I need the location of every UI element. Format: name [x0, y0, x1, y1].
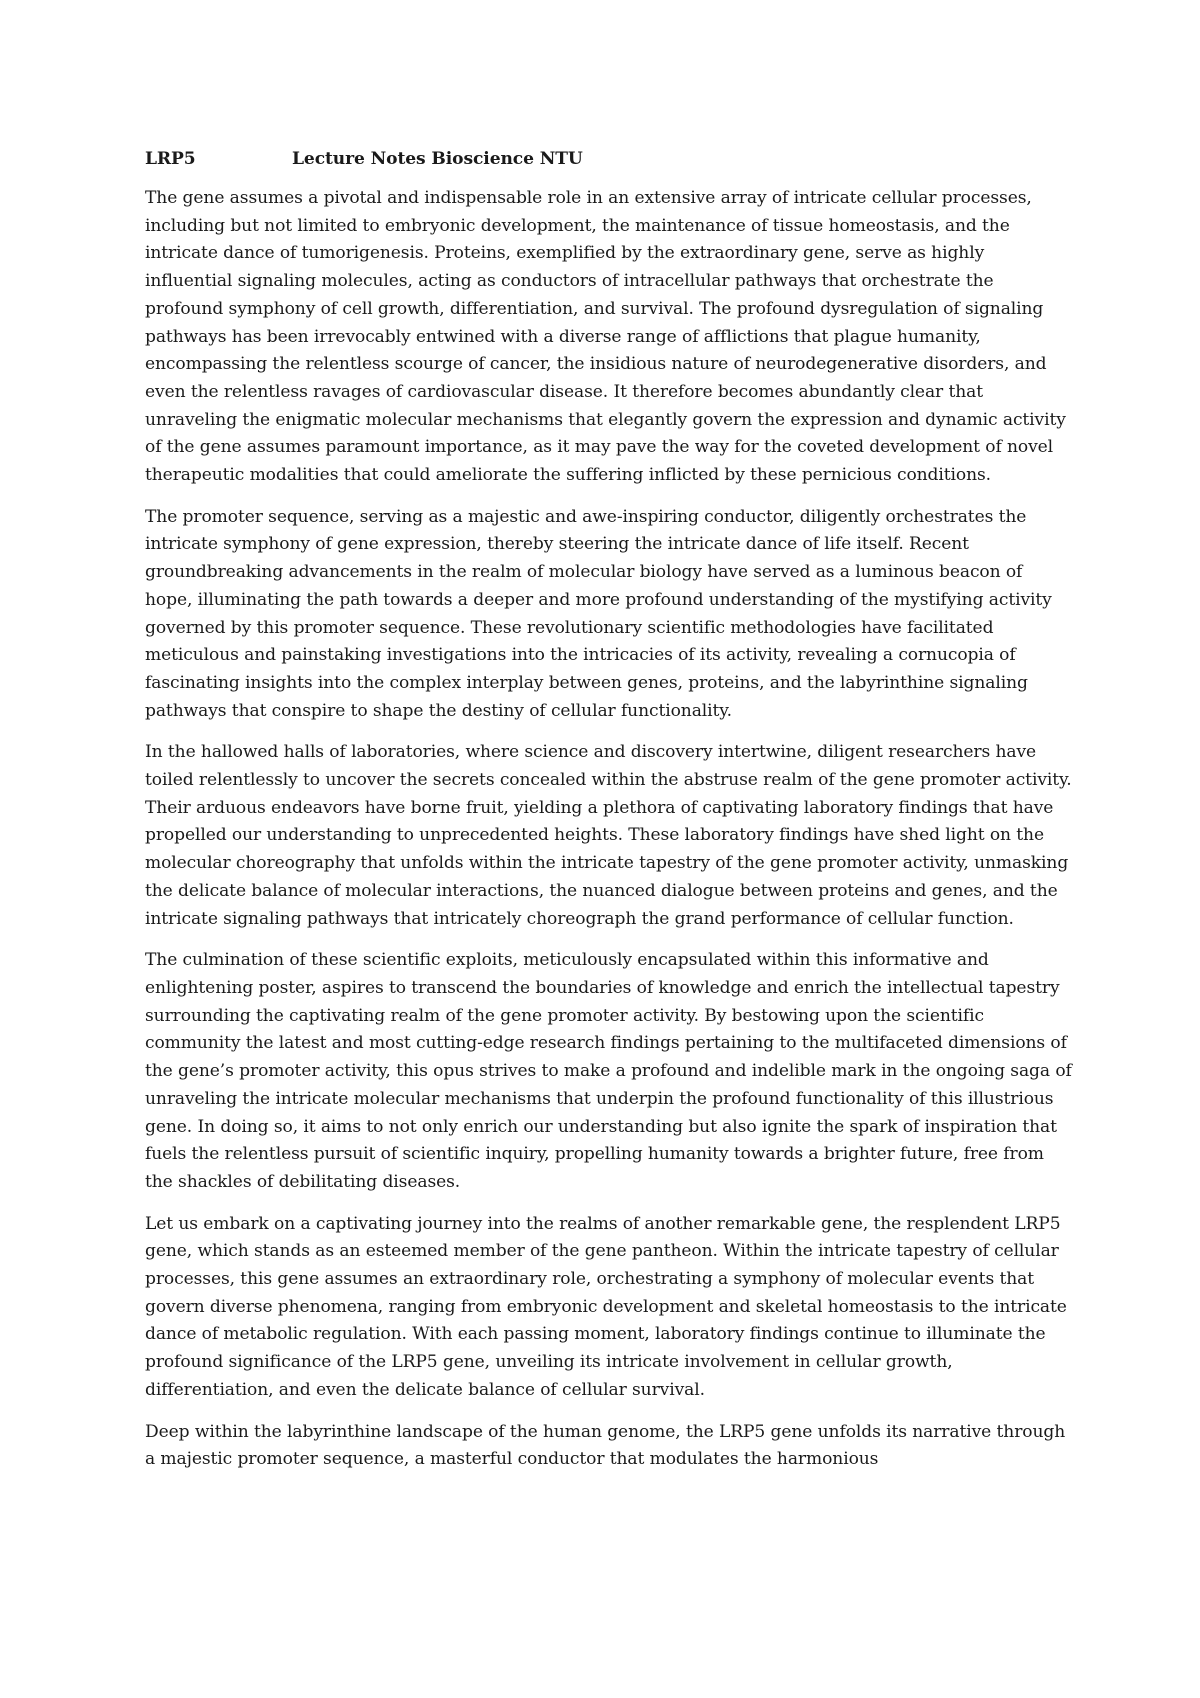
- paragraph-1: The gene assumes a pivotal and indispensable role in an extensive array of intricate cellular processes, including but not limited to embryonic development, the maintenance of tissue homeostasis, and the intricate dance of tumorigenesis. Proteins, exemplified by the extraordinary gene, serve as highly influential signaling molecules, acting as conductors of intracellular pathways that orchestrate the profound symphony of cell growth, differentiation, and survival. The profound dysregulation of signaling pathways has been irrevocably entwined with a diverse range of afflictions that plague humanity, encompassing the relentless scourge of cancer, the insidious nature of neurodegenerative disorders, and even the relentless ravages of cardiovascular disease. It therefore becomes abundantly clear that unraveling the enigmatic molecular mechanisms that elegantly govern the expression and dynamic activity of the gene assumes paramount importance, as it may pave the way for the coveted development of novel therapeutic modalities that could ameliorate the suffering inflicted by these pernicious conditions.: [145, 188, 1066, 486]
- paragraph-3: In the hallowed halls of laboratories, where science and discovery intertwine, diligent researchers have toiled relentlessly to uncover the secrets concealed within the abstruse realm of the gene promoter activity. Their arduous endeavors have borne fruit, yielding a plethora of captivating laboratory findings that have propelled our understanding to unprecedented heights. These laboratory findings have shed light on the molecular choreography that unfolds within the intricate tapestry of the gene promoter activity, unmasking the delicate balance of molecular interactions, the nuanced dialogue between proteins and genes, and the intricate signaling pathways that intricately choreograph the grand performance of cellular function.: [145, 742, 1072, 929]
- paragraph-6: Deep within the labyrinthine landscape of the human genome, the LRP5 gene unfolds its narrative through a majestic promoter sequence, a masterful conductor that modulates the harmonious: [145, 1421, 1066, 1470]
- paragraph-4: The culmination of these scientific exploits, meticulously encapsulated within this informative and enlightening poster, aspires to transcend the boundaries of knowledge and enrich the intellectual tapestry surrounding the captivating realm of the gene promoter activity. By bestowing upon the scientific community the latest and most cutting-edge research findings pertaining to the multifaceted dimensions of the gene’s promoter activity, this opus strives to make a profound and indelible mark in the ongoing saga of unraveling the intricate molecular mechanisms that underpin the profound functionality of this illustrious gene. In doing so, it aims to not only enrich our understanding but also ignite the spark of inspiration that fuels the relentless pursuit of scientific inquiry, propelling humanity towards a brighter future, free from the shackles of debilitating diseases.: [145, 950, 1072, 1192]
- document-body: [145, 146, 1073, 1488]
- gene-code: LRP5: [145, 149, 196, 169]
- paragraph-2: The promoter sequence, serving as a majestic and awe-inspiring conductor, diligently orchestrates the intricate symphony of gene expression, thereby steering the intricate dance of life itself. Recent groundbreaking advancements in the realm of molecular biology have served as a luminous beacon of hope, illuminating the path towards a deeper and more profound understanding of the mystifying activity governed by this promoter sequence. These revolutionary scientific methodologies have facilitated meticulous and painstaking investigations into the intricacies of its activity, revealing a cornucopia of fascinating insights into the complex interplay between genes, proteins, and the labyrinthine signaling pathways that conspire to shape the destiny of cellular functionality.: [145, 506, 1052, 721]
- document-title: Lecture Notes Bioscience NTU: [292, 149, 583, 169]
- document-header: [145, 146, 1073, 173]
- paragraph-5: Let us embark on a captivating journey into the realms of another remarkable gene, the resplendent LRP5 gene, which stands as an esteemed member of the gene pantheon. Within the intricate tapestry of cellular processes, this gene assumes an extraordinary role, orchestrating a symphony of molecular events that govern diverse phenomena, ranging from embryonic development and skeletal homeostasis to the intricate dance of metabolic regulation. With each passing moment, laboratory findings continue to illuminate the profound significance of the LRP5 gene, unveiling its intricate involvement in cellular growth, differentiation, and even the delicate balance of cellular survival.: [145, 1213, 1067, 1400]
